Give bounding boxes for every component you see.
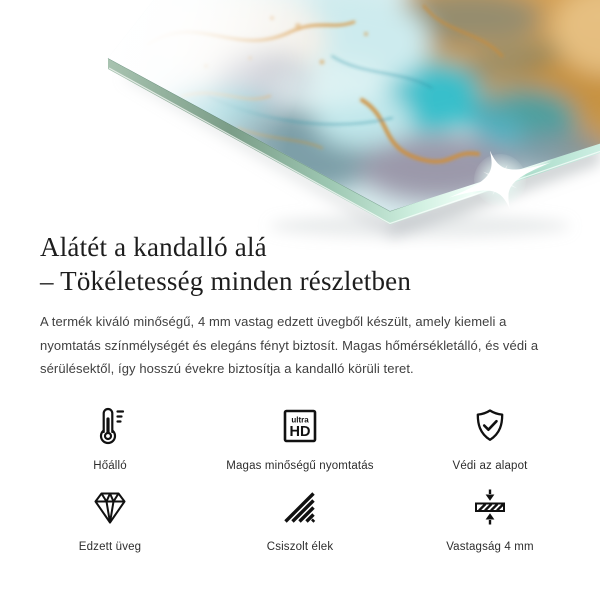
feature-label: Hőálló xyxy=(93,460,127,472)
glass-shadow xyxy=(124,70,600,240)
feature-polished-edges xyxy=(205,484,395,553)
feature-tempered-glass xyxy=(15,484,205,553)
ultra-hd-badge-bottom: HD xyxy=(289,424,311,440)
shield-check-icon xyxy=(470,403,510,449)
ultra-hd-badge-top: ultra xyxy=(291,415,309,425)
sparkle-icon xyxy=(439,133,561,227)
feature-label: Magas minőségű nyomtatás xyxy=(226,460,374,472)
feature-label: Vastagság 4 mm xyxy=(446,541,534,553)
feature-label: Edzett üveg xyxy=(78,541,142,553)
glass-art xyxy=(100,0,600,222)
feature-print-quality xyxy=(205,403,395,472)
feature-thickness xyxy=(395,484,585,553)
feature-grid xyxy=(15,403,585,553)
diamond-icon xyxy=(90,484,130,530)
thermometer-icon xyxy=(90,403,130,449)
feature-label: Védi az alapot xyxy=(452,460,528,472)
glass-edge xyxy=(108,58,600,225)
page-title xyxy=(40,231,411,298)
page-title-line2: – Tökéletesség minden részletben xyxy=(40,265,412,296)
product-photo xyxy=(0,0,600,250)
feature-heat-resistant xyxy=(15,403,205,472)
feature-label: Csiszolt élek xyxy=(266,541,334,553)
polished-edges-icon xyxy=(280,484,320,530)
compressed-thickness-icon xyxy=(470,484,510,530)
product-description-text: A termék kiváló minőségű, 4 mm vastag edzett üvegből készült, amely kiemeli a nyomtatás színmélységét és elegáns fényt biztosít. Magas hőmérsékletálló, és védi a sérülésektől, így hosszú évekre biztosítja a kandalló körüli teret. xyxy=(40,314,539,376)
feature-protects-base xyxy=(395,403,585,472)
page-title-line1: Alátét a kandalló alá xyxy=(40,232,267,262)
ultra-hd-icon xyxy=(280,403,320,449)
